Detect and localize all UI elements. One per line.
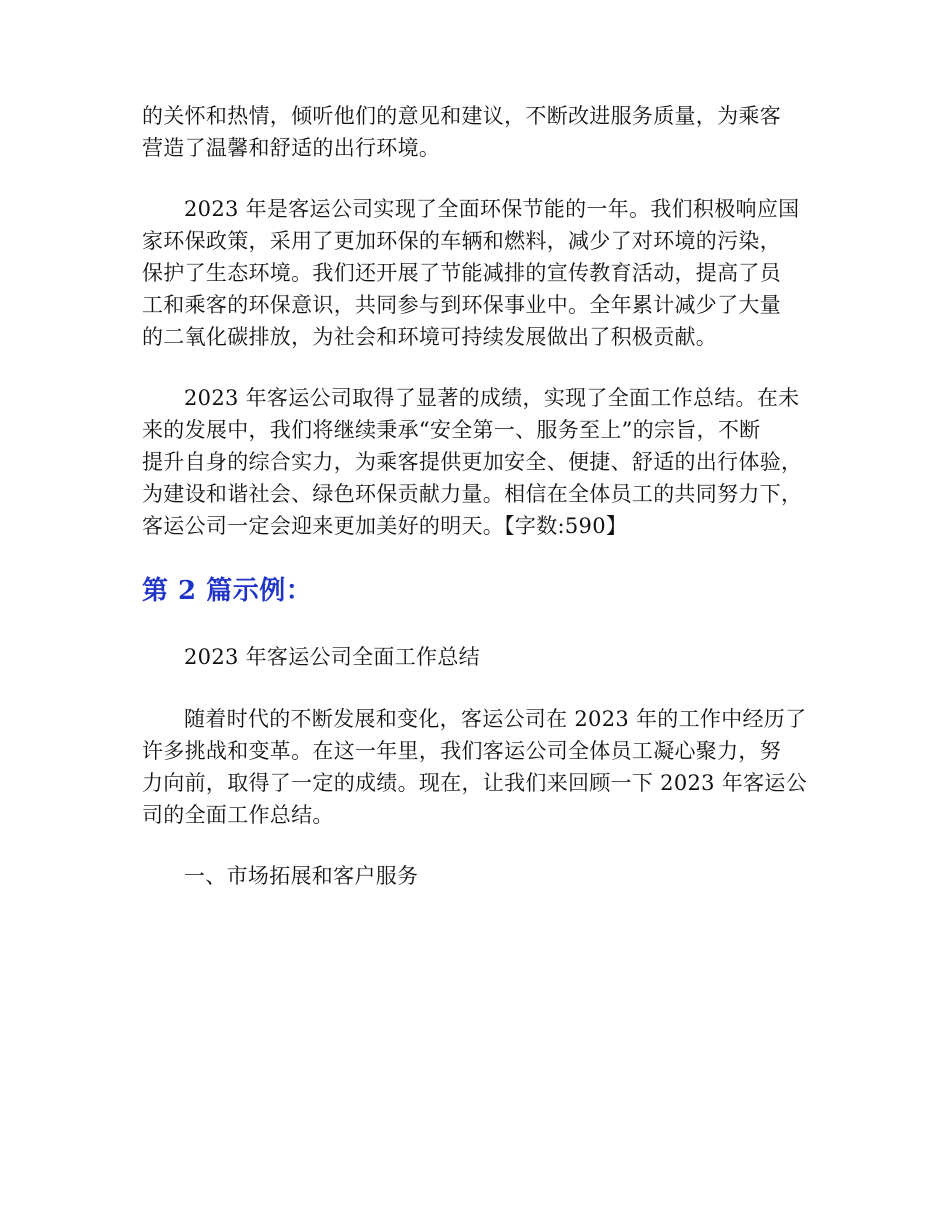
- text-line: 家环保政策，采用了更加环保的车辆和燃料，减少了对环境的污染，: [142, 229, 781, 253]
- paragraph-conclusion: [142, 382, 832, 542]
- text-line: 为建设和谐社会、绿色环保贡献力量。相信在全体员工的共同努力下，: [142, 482, 803, 506]
- text-line: 来的发展中，我们将继续秉承“安全第一、服务至上”的宗旨，不断: [142, 418, 761, 442]
- text-line: 的二氧化碳排放，为社会和环境可持续发展做出了积极贡献。: [142, 325, 718, 349]
- subheading-market-expansion: 一、市场拓展和客户服务: [184, 864, 419, 888]
- text-line: 随着时代的不断发展和变化，客运公司在 2023 年的工作中经历了: [184, 707, 807, 731]
- article-title: 2023 年客运公司全面工作总结: [184, 645, 480, 669]
- text-line: 工和乘客的环保意识，共同参与到环保事业中。全年累计减少了大量: [142, 293, 781, 317]
- text-line: 力向前，取得了一定的成绩。现在，让我们来回顾一下 2023 年客运公: [142, 771, 807, 795]
- text-line: 司的全面工作总结。: [142, 803, 334, 827]
- paragraph-introduction: [142, 703, 832, 831]
- text-line: 提升自身的综合实力，为乘客提供更加安全、便捷、舒适的出行体验，: [142, 450, 803, 474]
- text-line: 客运公司一定会迎来更加美好的明天。【字数:590】: [142, 514, 628, 538]
- section-heading: 第 2 篇示例：: [142, 576, 313, 606]
- paragraph-environmental: [142, 193, 832, 353]
- paragraph-service-care: [142, 100, 832, 164]
- text-line: 2023 年客运公司取得了显著的成绩，实现了全面工作总结。在未: [184, 386, 800, 410]
- text-line: 的关怀和热情，倾听他们的意见和建议，不断改进服务质量，为乘客: [142, 104, 781, 128]
- text-line: 营造了温馨和舒适的出行环境。: [142, 136, 441, 160]
- text-line: 2023 年是客运公司实现了全面环保节能的一年。我们积极响应国: [184, 197, 800, 221]
- text-line: 保护了生态环境。我们还开展了节能减排的宣传教育活动，提高了员: [142, 261, 781, 285]
- document-page: [142, 100, 832, 892]
- text-line: 许多挑战和变革。在这一年里，我们客运公司全体员工凝心聚力，努: [142, 739, 781, 763]
